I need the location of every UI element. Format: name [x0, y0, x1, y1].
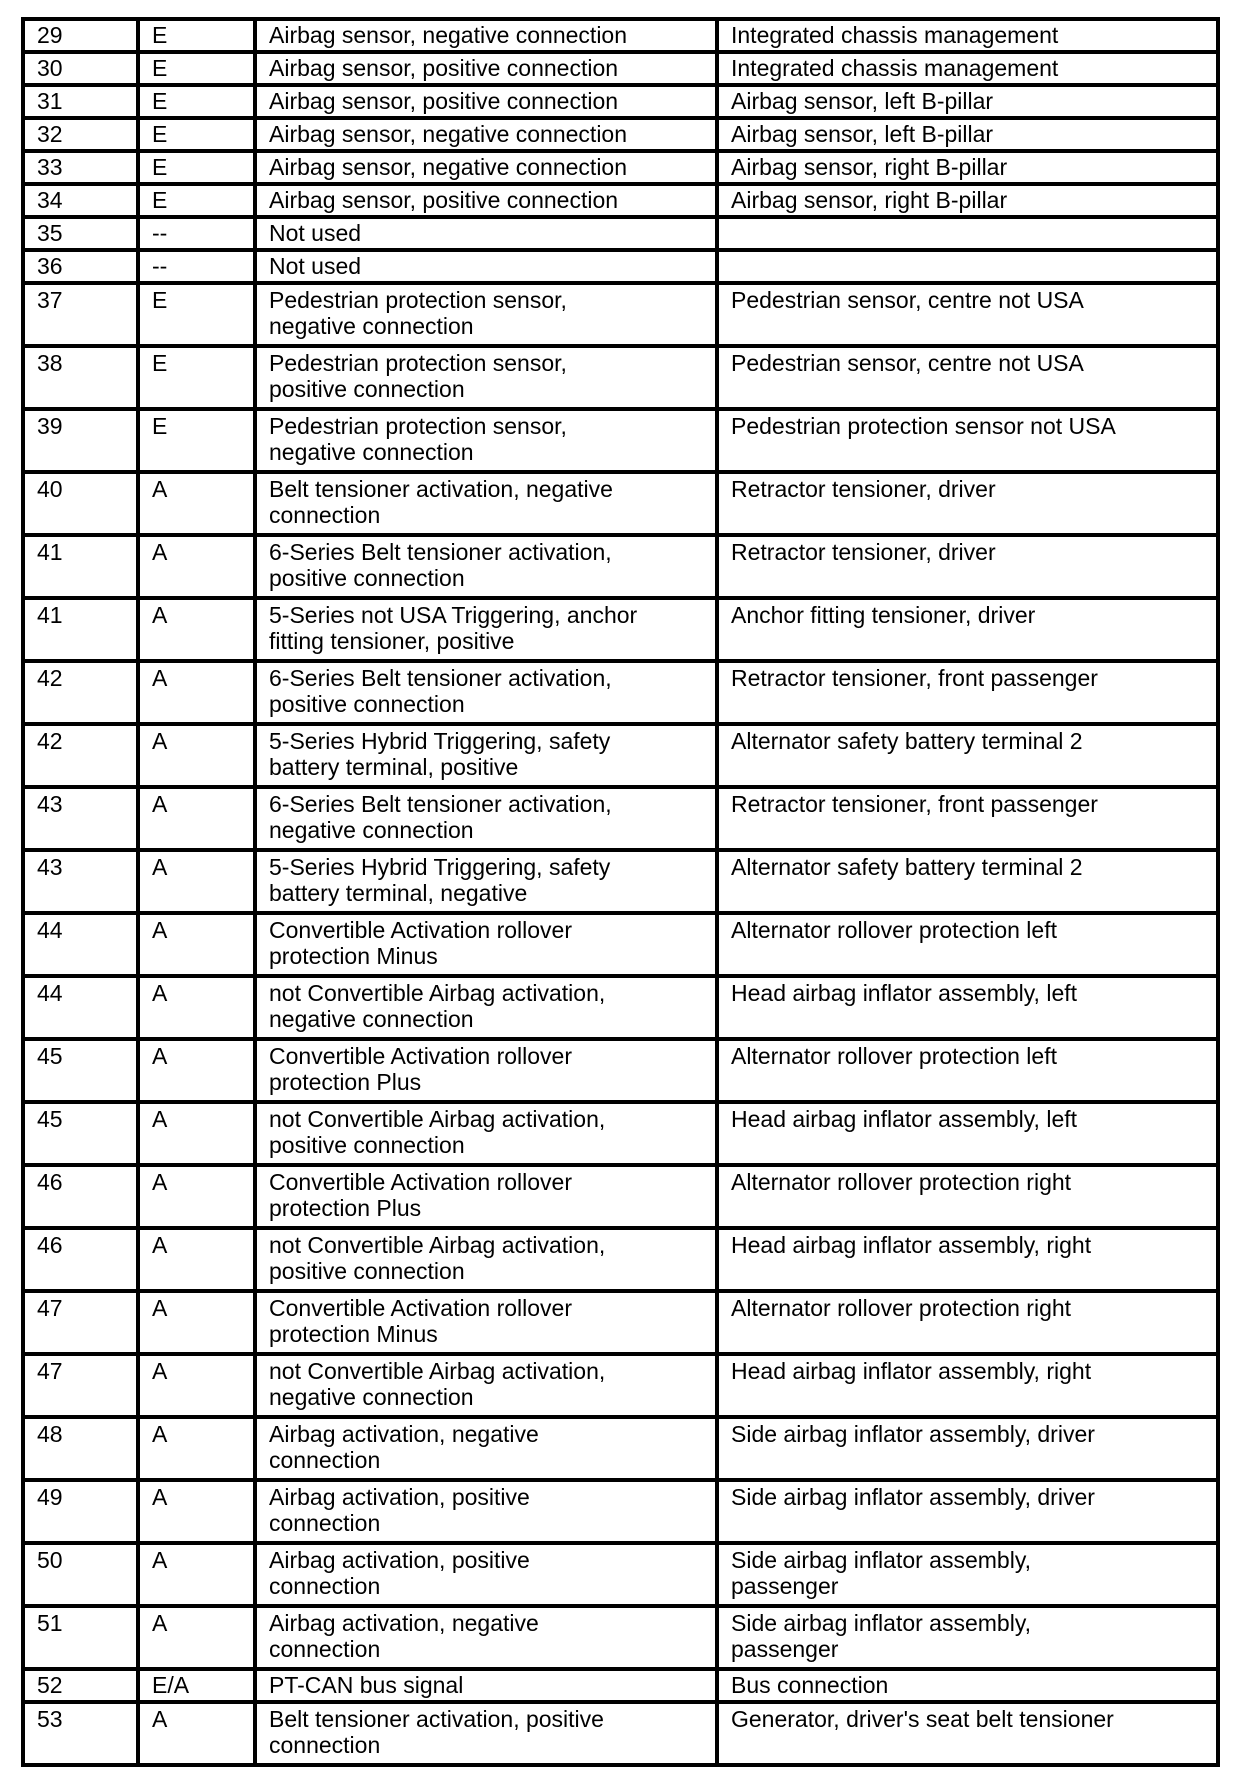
- connected-to-cell: [717, 850, 1218, 913]
- connected-to-text-line: Airbag sensor, right B-pillar: [731, 154, 1008, 180]
- table-row: [23, 787, 1218, 850]
- function-text-line: Airbag sensor, positive connection: [269, 55, 619, 81]
- connected-to-cell: [717, 118, 1218, 151]
- connected-to-text-line: Anchor fitting tensioner, driver: [731, 602, 1036, 628]
- connected-to-cell: [717, 1039, 1218, 1102]
- connected-to-text-line: Retractor tensioner, front passenger: [731, 665, 1098, 691]
- function-text-line: negative connection: [269, 313, 474, 339]
- signal-type-cell: A: [138, 472, 255, 535]
- connected-to-cell: [717, 217, 1218, 250]
- function-cell: [255, 1228, 717, 1291]
- pin-number-cell: 44: [23, 976, 138, 1039]
- function-text-line: negative connection: [269, 439, 474, 465]
- signal-type-cell: --: [138, 250, 255, 283]
- function-cell: [255, 151, 717, 184]
- function-text-line: Airbag sensor, positive connection: [269, 187, 619, 213]
- pin-number-cell: 35: [23, 217, 138, 250]
- connected-to-cell: [717, 52, 1218, 85]
- signal-type-cell: E: [138, 346, 255, 409]
- table-row: [23, 52, 1218, 85]
- function-text-line: Not used: [269, 220, 362, 246]
- connected-to-cell: [717, 535, 1218, 598]
- function-text-line: Convertible Activation rollover: [269, 1043, 572, 1069]
- connected-to-text-line: passenger: [731, 1636, 839, 1662]
- connected-to-cell: [717, 1702, 1218, 1765]
- function-cell: [255, 346, 717, 409]
- function-cell: [255, 850, 717, 913]
- function-text-line: positive connection: [269, 376, 465, 402]
- table-row: [23, 118, 1218, 151]
- function-text-line: protection Minus: [269, 943, 438, 969]
- function-text-line: connection: [269, 1447, 381, 1473]
- table-row: [23, 1543, 1218, 1606]
- function-text-line: connection: [269, 1636, 381, 1662]
- connected-to-cell: [717, 151, 1218, 184]
- function-cell: [255, 19, 717, 52]
- signal-type-cell: E: [138, 85, 255, 118]
- pin-table-body: [23, 19, 1218, 1765]
- function-cell: [255, 913, 717, 976]
- function-text-line: battery terminal, positive: [269, 754, 519, 780]
- connected-to-cell: [717, 409, 1218, 472]
- connected-to-cell: [717, 85, 1218, 118]
- connected-to-text-line: Airbag sensor, right B-pillar: [731, 187, 1008, 213]
- pin-number-cell: 33: [23, 151, 138, 184]
- connected-to-text-line: Generator, driver's seat belt tensioner: [731, 1706, 1114, 1732]
- function-cell: [255, 1543, 717, 1606]
- pin-assignment-table: [21, 17, 1220, 1767]
- function-cell: [255, 787, 717, 850]
- pin-number-cell: 38: [23, 346, 138, 409]
- connected-to-cell: [717, 1354, 1218, 1417]
- signal-type-cell: A: [138, 1228, 255, 1291]
- connected-to-cell: [717, 250, 1218, 283]
- pin-number-cell: 36: [23, 250, 138, 283]
- connected-to-cell: [717, 913, 1218, 976]
- signal-type-cell: E/A: [138, 1669, 255, 1702]
- connected-to-text-line: Alternator rollover protection right: [731, 1295, 1072, 1321]
- function-cell: [255, 1702, 717, 1765]
- pin-number-cell: 31: [23, 85, 138, 118]
- signal-type-cell: A: [138, 598, 255, 661]
- connected-to-text-line: Integrated chassis management: [731, 55, 1059, 81]
- function-text-line: positive connection: [269, 691, 465, 717]
- connected-to-cell: [717, 1417, 1218, 1480]
- connected-to-cell: [717, 283, 1218, 346]
- connected-to-cell: [717, 976, 1218, 1039]
- signal-type-cell: E: [138, 184, 255, 217]
- table-row: [23, 913, 1218, 976]
- connected-to-cell: [717, 1669, 1218, 1702]
- function-text-line: Pedestrian protection sensor,: [269, 350, 567, 376]
- table-row: [23, 1702, 1218, 1765]
- function-text-line: Airbag sensor, negative connection: [269, 121, 628, 147]
- function-cell: [255, 976, 717, 1039]
- connected-to-text-line: Side airbag inflator assembly, driver: [731, 1421, 1095, 1447]
- connected-to-cell: [717, 184, 1218, 217]
- function-text-line: Convertible Activation rollover: [269, 1169, 572, 1195]
- table-row: [23, 472, 1218, 535]
- connected-to-text-line: Retractor tensioner, driver: [731, 476, 996, 502]
- function-cell: [255, 661, 717, 724]
- pin-number-cell: 45: [23, 1039, 138, 1102]
- function-cell: [255, 1354, 717, 1417]
- connected-to-cell: [717, 1543, 1218, 1606]
- pin-number-cell: 51: [23, 1606, 138, 1669]
- function-text-line: Pedestrian protection sensor,: [269, 287, 567, 313]
- table-row: [23, 250, 1218, 283]
- function-cell: [255, 250, 717, 283]
- signal-type-cell: A: [138, 1417, 255, 1480]
- function-text-line: not Convertible Airbag activation,: [269, 1232, 606, 1258]
- function-text-line: protection Minus: [269, 1321, 438, 1347]
- signal-type-cell: A: [138, 1039, 255, 1102]
- table-row: [23, 1228, 1218, 1291]
- connected-to-text-line: Head airbag inflator assembly, right: [731, 1232, 1092, 1258]
- function-cell: [255, 1417, 717, 1480]
- function-text-line: 6-Series Belt tensioner activation,: [269, 539, 612, 565]
- signal-type-cell: --: [138, 217, 255, 250]
- function-text-line: protection Plus: [269, 1069, 422, 1095]
- function-cell: [255, 409, 717, 472]
- function-cell: [255, 184, 717, 217]
- function-text-line: Pedestrian protection sensor,: [269, 413, 567, 439]
- signal-type-cell: A: [138, 1102, 255, 1165]
- signal-type-cell: E: [138, 151, 255, 184]
- function-text-line: Convertible Activation rollover: [269, 917, 572, 943]
- table-row: [23, 1165, 1218, 1228]
- connected-to-cell: [717, 1606, 1218, 1669]
- function-text-line: positive connection: [269, 1258, 465, 1284]
- function-text-line: Not used: [269, 253, 362, 279]
- connected-to-cell: [717, 346, 1218, 409]
- connected-to-text-line: Alternator rollover protection right: [731, 1169, 1072, 1195]
- function-cell: [255, 598, 717, 661]
- connected-to-text-line: Head airbag inflator assembly, left: [731, 1106, 1078, 1132]
- connected-to-cell: [717, 1102, 1218, 1165]
- signal-type-cell: A: [138, 1480, 255, 1543]
- function-text-line: negative connection: [269, 1384, 474, 1410]
- function-text-line: PT-CAN bus signal: [269, 1672, 464, 1698]
- pin-number-cell: 53: [23, 1702, 138, 1765]
- connected-to-text-line: Retractor tensioner, driver: [731, 539, 996, 565]
- table-row: [23, 1480, 1218, 1543]
- pin-number-cell: 39: [23, 409, 138, 472]
- signal-type-cell: E: [138, 52, 255, 85]
- function-cell: [255, 1291, 717, 1354]
- table-row: [23, 409, 1218, 472]
- function-text-line: 6-Series Belt tensioner activation,: [269, 665, 612, 691]
- function-text-line: Belt tensioner activation, positive: [269, 1706, 604, 1732]
- signal-type-cell: A: [138, 1165, 255, 1228]
- function-cell: [255, 724, 717, 787]
- function-text-line: Belt tensioner activation, negative: [269, 476, 613, 502]
- connected-to-cell: [717, 19, 1218, 52]
- signal-type-cell: A: [138, 661, 255, 724]
- function-text-line: Airbag activation, negative: [269, 1421, 539, 1447]
- function-cell: [255, 1480, 717, 1543]
- function-text-line: Convertible Activation rollover: [269, 1295, 572, 1321]
- connected-to-cell: [717, 1291, 1218, 1354]
- table-row: [23, 283, 1218, 346]
- function-text-line: Airbag activation, positive: [269, 1484, 530, 1510]
- pin-number-cell: 41: [23, 598, 138, 661]
- table-row: [23, 1606, 1218, 1669]
- function-text-line: protection Plus: [269, 1195, 422, 1221]
- connected-to-text-line: Pedestrian sensor, centre not USA: [731, 287, 1084, 313]
- table-row: [23, 151, 1218, 184]
- signal-type-cell: A: [138, 1354, 255, 1417]
- signal-type-cell: A: [138, 976, 255, 1039]
- signal-type-cell: E: [138, 118, 255, 151]
- connected-to-text-line: Pedestrian sensor, centre not USA: [731, 350, 1084, 376]
- connected-to-text-line: Integrated chassis management: [731, 22, 1059, 48]
- function-text-line: connection: [269, 502, 381, 528]
- function-cell: [255, 535, 717, 598]
- function-text-line: Airbag sensor, negative connection: [269, 22, 628, 48]
- connected-to-text-line: Side airbag inflator assembly,: [731, 1610, 1031, 1636]
- table-row: [23, 184, 1218, 217]
- connected-to-text-line: Head airbag inflator assembly, right: [731, 1358, 1092, 1384]
- pin-number-cell: 37: [23, 283, 138, 346]
- function-text-line: 5-Series not USA Triggering, anchor: [269, 602, 638, 628]
- connected-to-cell: [717, 472, 1218, 535]
- signal-type-cell: A: [138, 1702, 255, 1765]
- table-row: [23, 1354, 1218, 1417]
- connected-to-text-line: Alternator rollover protection left: [731, 917, 1057, 943]
- connected-to-text-line: Alternator rollover protection left: [731, 1043, 1057, 1069]
- connected-to-text-line: Pedestrian protection sensor not USA: [731, 413, 1116, 439]
- table-row: [23, 535, 1218, 598]
- pin-number-cell: 50: [23, 1543, 138, 1606]
- pin-number-cell: 41: [23, 535, 138, 598]
- pin-number-cell: 34: [23, 184, 138, 217]
- table-row: [23, 724, 1218, 787]
- signal-type-cell: E: [138, 283, 255, 346]
- table-row: [23, 976, 1218, 1039]
- connected-to-text-line: Retractor tensioner, front passenger: [731, 791, 1098, 817]
- pin-number-cell: 52: [23, 1669, 138, 1702]
- signal-type-cell: E: [138, 409, 255, 472]
- signal-type-cell: A: [138, 724, 255, 787]
- table-row: [23, 346, 1218, 409]
- connected-to-text-line: Airbag sensor, left B-pillar: [731, 121, 994, 147]
- pin-number-cell: 44: [23, 913, 138, 976]
- pin-number-cell: 42: [23, 661, 138, 724]
- function-cell: [255, 472, 717, 535]
- table-row: [23, 85, 1218, 118]
- pin-number-cell: 45: [23, 1102, 138, 1165]
- signal-type-cell: E: [138, 19, 255, 52]
- pin-number-cell: 30: [23, 52, 138, 85]
- function-text-line: 6-Series Belt tensioner activation,: [269, 791, 612, 817]
- connected-to-cell: [717, 661, 1218, 724]
- function-text-line: battery terminal, negative: [269, 880, 528, 906]
- function-cell: [255, 283, 717, 346]
- pin-number-cell: 46: [23, 1228, 138, 1291]
- pin-number-cell: 29: [23, 19, 138, 52]
- table-row: [23, 1669, 1218, 1702]
- signal-type-cell: A: [138, 1543, 255, 1606]
- connected-to-text-line: Side airbag inflator assembly,: [731, 1547, 1031, 1573]
- function-text-line: Airbag sensor, positive connection: [269, 88, 619, 114]
- signal-type-cell: A: [138, 787, 255, 850]
- function-text-line: not Convertible Airbag activation,: [269, 1358, 606, 1384]
- function-text-line: not Convertible Airbag activation,: [269, 980, 606, 1006]
- pin-number-cell: 47: [23, 1354, 138, 1417]
- signal-type-cell: A: [138, 913, 255, 976]
- signal-type-cell: A: [138, 1606, 255, 1669]
- function-text-line: Airbag activation, positive: [269, 1547, 530, 1573]
- table-row: [23, 1102, 1218, 1165]
- table-row: [23, 1039, 1218, 1102]
- pin-number-cell: 42: [23, 724, 138, 787]
- connected-to-text-line: Head airbag inflator assembly, left: [731, 980, 1078, 1006]
- connected-to-text-line: Airbag sensor, left B-pillar: [731, 88, 994, 114]
- function-text-line: negative connection: [269, 1006, 474, 1032]
- pin-number-cell: 32: [23, 118, 138, 151]
- pin-number-cell: 49: [23, 1480, 138, 1543]
- function-cell: [255, 1165, 717, 1228]
- pin-number-cell: 48: [23, 1417, 138, 1480]
- function-text-line: connection: [269, 1510, 381, 1536]
- function-text-line: Airbag activation, negative: [269, 1610, 539, 1636]
- connected-to-cell: [717, 1228, 1218, 1291]
- function-cell: [255, 217, 717, 250]
- connected-to-cell: [717, 1480, 1218, 1543]
- connected-to-cell: [717, 1165, 1218, 1228]
- connected-to-text-line: Alternator safety battery terminal 2: [731, 728, 1083, 754]
- function-cell: [255, 1039, 717, 1102]
- pin-number-cell: 47: [23, 1291, 138, 1354]
- connected-to-text-line: Side airbag inflator assembly, driver: [731, 1484, 1095, 1510]
- table-row: [23, 1291, 1218, 1354]
- function-text-line: 5-Series Hybrid Triggering, safety: [269, 728, 611, 754]
- function-cell: [255, 1102, 717, 1165]
- function-text-line: not Convertible Airbag activation,: [269, 1106, 606, 1132]
- pin-number-cell: 43: [23, 850, 138, 913]
- signal-type-cell: A: [138, 535, 255, 598]
- connected-to-cell: [717, 787, 1218, 850]
- pin-number-cell: 40: [23, 472, 138, 535]
- function-text-line: connection: [269, 1732, 381, 1758]
- function-text-line: Airbag sensor, negative connection: [269, 154, 628, 180]
- table-row: [23, 217, 1218, 250]
- connected-to-cell: [717, 598, 1218, 661]
- function-cell: [255, 85, 717, 118]
- signal-type-cell: A: [138, 1291, 255, 1354]
- connected-to-text-line: passenger: [731, 1573, 839, 1599]
- function-cell: [255, 52, 717, 85]
- function-cell: [255, 118, 717, 151]
- pin-number-cell: 43: [23, 787, 138, 850]
- function-text-line: positive connection: [269, 565, 465, 591]
- signal-type-cell: A: [138, 850, 255, 913]
- connected-to-text-line: Bus connection: [731, 1672, 889, 1698]
- connected-to-text-line: Alternator safety battery terminal 2: [731, 854, 1083, 880]
- connected-to-cell: [717, 724, 1218, 787]
- pin-number-cell: 46: [23, 1165, 138, 1228]
- table-row: [23, 598, 1218, 661]
- table-row: [23, 661, 1218, 724]
- table-row: [23, 1417, 1218, 1480]
- table-row: [23, 850, 1218, 913]
- function-text-line: negative connection: [269, 817, 474, 843]
- function-cell: [255, 1606, 717, 1669]
- function-text-line: 5-Series Hybrid Triggering, safety: [269, 854, 611, 880]
- table-row: [23, 19, 1218, 52]
- function-cell: [255, 1669, 717, 1702]
- function-text-line: connection: [269, 1573, 381, 1599]
- function-text-line: positive connection: [269, 1132, 465, 1158]
- function-text-line: fitting tensioner, positive: [269, 628, 515, 654]
